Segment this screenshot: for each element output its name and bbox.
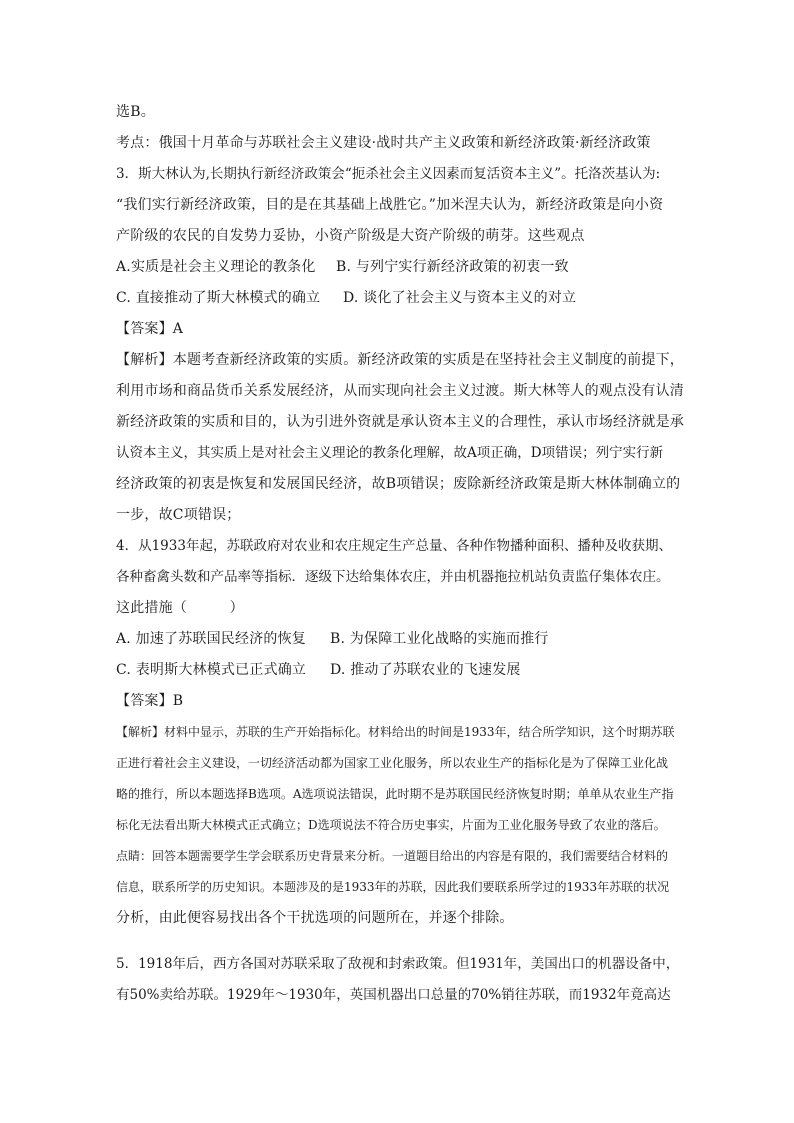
- q3-option-b: B. 与列宁实行新经济政策的初衷一致: [336, 259, 569, 275]
- text-line: 新经济政策的实质和目的，认为引进外资就是承认资本主义的合理性，承认市场经济就是承: [116, 414, 684, 430]
- q3-option-d: D. 谈化了社会主义与资本主义的对立: [343, 290, 577, 306]
- question-4: 4．从1933年起，苏联政府对农业和农庄规定生产总量、各种作物播种面积、播种及收获期、: [116, 538, 672, 554]
- answer-label: 【答案】B: [116, 693, 184, 709]
- analysis-line: 【解析】本题考查新经济政策的实质。新经济政策的实质是在坚持社会主义制度的前提下，: [116, 352, 684, 368]
- text-line: 这此措施（ ）: [116, 600, 244, 616]
- text-line: 信息，联系所学的历史知识。本题涉及的是1933年的苏联，因此我们要联系所学过的1933年苏联的状况: [116, 880, 670, 894]
- q3-option-c: C. 直接推动了斯大林模式的确立: [116, 290, 321, 306]
- question-3: 3．斯大林认为,长期执行新经济政策会“扼杀社会主义因素而复活资本主义”。托洛茨基认为:: [116, 166, 661, 182]
- tip-line: 点睛：回答本题需要学生学会联系历史背景来分析。一道题目给出的内容是有限的，我们需要结合材料的: [116, 849, 669, 863]
- text-line: 利用市场和商品货币关系发展经济，从而实现向社会主义过渡。斯大林等人的观点没有认清: [116, 383, 684, 399]
- text-line: 略的推行，所以本题选择B选项。A选项说法错误，此时期不是苏联国民经济恢复时期；单单从农业生产指: [116, 787, 674, 801]
- q4-option-a: A. 加速了苏联国民经济的恢复: [116, 631, 307, 647]
- q4-option-d: D. 推动了苏联农业的飞速发展: [330, 662, 521, 678]
- text-line: 正进行着社会主义建设，一切经济活动都为国家工业化服务，所以农业生产的指标化是为了保障工业化战: [116, 756, 669, 770]
- text-line: 产阶级的农民的自发势力妥协，小资产阶级是大资产阶级的萌芽。这些观点: [116, 228, 585, 244]
- q3-option-a: A.实质是社会主义理论的教条化: [116, 259, 316, 275]
- text-line: 一步，故C项错误；: [116, 507, 241, 523]
- q4-option-c: C. 表明斯大林模式已正式确立: [116, 662, 307, 678]
- analysis-line: 【解析】材料中显示，苏联的生产开始指标化。材料给出的时间是1933年，结合所学知识，这个时期苏联: [116, 725, 675, 739]
- text-line: 分析，由此便容易找出各个干扰选项的问题所在，并逐个排除。: [116, 910, 514, 926]
- text-line: 认资本主义，其实质上是对社会主义理论的教条化理解，故A项正确，D项错误；列宁实行新: [116, 445, 664, 461]
- text-line: 有50%卖给苏联。1929年～1930年，英国机器出口总量的70%销往苏联，而1932年竟高达: [116, 987, 671, 1003]
- text-line: 选B。: [116, 104, 155, 120]
- text-line: 考点：俄国十月革命与苏联社会主义建设·战时共产主义政策和新经济政策·新经济政策: [116, 135, 651, 151]
- text-line: 经济政策的初衷是恢复和发展国民经济，故B项错误；废除新经济政策是斯大林体制确立的: [116, 476, 681, 492]
- text-line: 标化无法看出斯大林模式正式确立；D选项说法不符合历史事实，片面为工业化服务导致了农业的落后。: [116, 818, 666, 832]
- question-5: 5．1918年后，西方各国对苏联采取了敌视和封索政策。但1931年，美国出口的机器设备中，: [116, 956, 680, 972]
- text-line: “我们实行新经济政策，目的是在其基础上战胜它。”加米涅夫认为，新经济政策是向小资: [116, 197, 664, 213]
- answer-label: 【答案】A: [116, 321, 184, 337]
- q4-option-b: B. 为保障工业化战略的实施而推行: [330, 631, 549, 647]
- text-line: 各种畜禽头数和产品率等指标．逐级下达给集体农庄，并由机器拖拉机站负责监仔集体农庄。: [116, 569, 670, 585]
